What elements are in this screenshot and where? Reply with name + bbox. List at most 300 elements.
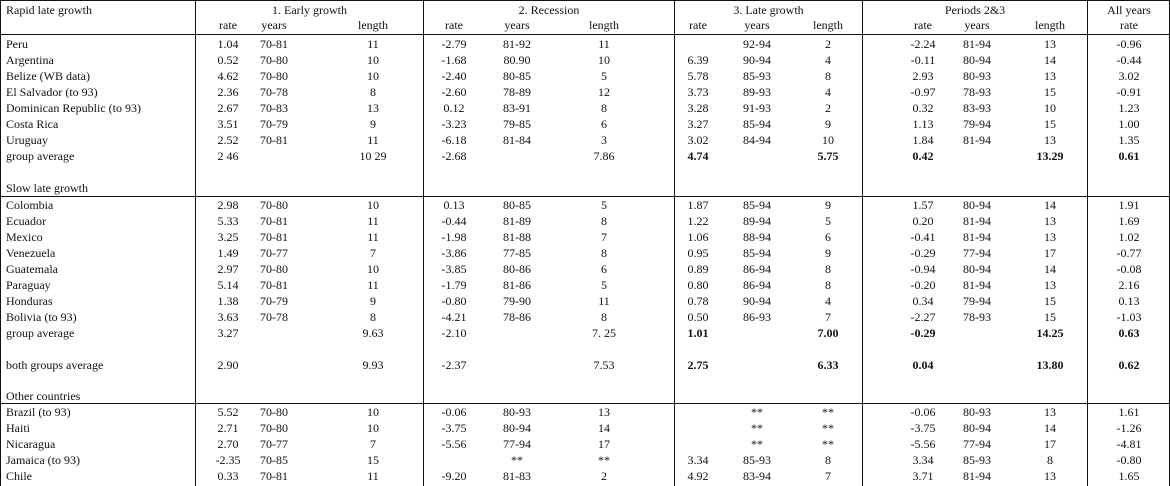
cell-early-rate: 2.97 <box>217 262 239 276</box>
cell-p23-rate: -0.94 <box>910 262 936 276</box>
cell-early-length: 10 <box>367 262 379 276</box>
cell-p23-rate: 1.84 <box>912 133 934 147</box>
cell-all-rate: 1.61 <box>1118 405 1140 419</box>
cell-early-length: 8 <box>370 310 376 324</box>
cell-p23-years: 81-94 <box>963 278 991 292</box>
cell-early-years: 70-77 <box>260 437 288 451</box>
cell-early-years: 70-80 <box>260 405 288 419</box>
cell-recession-rate: -2.10 <box>441 326 467 340</box>
cell-late-rate: 0.78 <box>687 294 709 308</box>
country-name: Nicaragua <box>6 437 56 451</box>
cell-p23-length: 15 <box>1044 310 1056 324</box>
cell-recession-years: 81-88 <box>503 230 531 244</box>
cell-late-rate: 6.39 <box>687 53 709 67</box>
country-name: Ecuador <box>6 214 46 228</box>
cell-late-years: 88-94 <box>743 230 771 244</box>
cell-p23-years: 78-93 <box>963 310 991 324</box>
cell-late-length: 4 <box>825 294 831 308</box>
cell-early-rate: 1.38 <box>217 294 239 308</box>
cell-early-rate: 2.70 <box>217 437 239 451</box>
cell-p23-length: 14 <box>1044 198 1056 212</box>
cell-all-rate: 1.00 <box>1118 117 1140 131</box>
cell-early-length: 11 <box>367 278 379 292</box>
cell-late-length: 7.00 <box>817 326 839 340</box>
cell-late-length: 7 <box>825 469 831 483</box>
vertical-rule <box>674 0 675 486</box>
cell-recession-length: 8 <box>601 101 607 115</box>
country-name: Brazil (to 93) <box>6 405 71 419</box>
cell-recession-length: 13 <box>598 405 610 419</box>
cell-all-rate: 0.61 <box>1118 149 1140 163</box>
cell-late-years: 89-94 <box>743 214 771 228</box>
cell-early-rate: 3.63 <box>217 310 239 324</box>
cell-p23-length: 14 <box>1044 53 1056 67</box>
cell-p23-rate: -3.75 <box>910 421 936 435</box>
cell-p23-years: 78-93 <box>963 85 991 99</box>
country-name: Peru <box>6 37 28 51</box>
cell-late-length: ** <box>822 421 834 435</box>
cell-late-years: 90-94 <box>743 53 771 67</box>
cell-p23-length: 13 <box>1044 133 1056 147</box>
cell-late-length: ** <box>822 437 834 451</box>
subheader-late-rate: rate <box>689 18 707 32</box>
cell-recession-length: ** <box>598 453 610 467</box>
cell-late-years: 85-94 <box>743 198 771 212</box>
cell-recession-rate: -1.68 <box>441 53 467 67</box>
cell-recession-length: 5 <box>601 198 607 212</box>
cell-all-rate: -0.91 <box>1116 85 1142 99</box>
cell-p23-rate: 3.34 <box>912 453 934 467</box>
country-name: Costa Rica <box>6 117 59 131</box>
cell-late-years: 86-93 <box>743 310 771 324</box>
cell-early-years: 70-81 <box>260 469 288 483</box>
cell-recession-rate: -2.68 <box>441 149 467 163</box>
cell-p23-length: 8 <box>1047 453 1053 467</box>
cell-late-rate: 3.27 <box>687 117 709 131</box>
cell-early-rate: 2 46 <box>217 149 239 163</box>
cell-early-years: 70-80 <box>260 69 288 83</box>
cell-recession-years: 81-89 <box>503 214 531 228</box>
cell-late-length: 2 <box>825 101 831 115</box>
cell-late-rate: 3.02 <box>687 133 709 147</box>
cell-late-length: 9 <box>825 117 831 131</box>
cell-early-rate: 2.90 <box>217 358 239 372</box>
subheader-p23-length: length <box>1035 18 1065 32</box>
cell-late-years: 84-94 <box>743 133 771 147</box>
cell-recession-length: 17 <box>598 437 610 451</box>
horizontal-rule <box>0 196 1170 197</box>
cell-recession-years: 81-92 <box>503 37 531 51</box>
cell-early-years: 70-81 <box>260 37 288 51</box>
cell-recession-years: 80-93 <box>503 405 531 419</box>
header-all-years: All years <box>1107 3 1151 17</box>
cell-all-rate: -1.26 <box>1116 421 1142 435</box>
cell-early-years: 70-81 <box>260 278 288 292</box>
cell-early-years: 70-79 <box>260 294 288 308</box>
cell-recession-rate: -3.23 <box>441 117 467 131</box>
cell-p23-years: 80-94 <box>963 262 991 276</box>
cell-late-rate: 2.75 <box>687 358 709 372</box>
cell-late-rate: 3.34 <box>687 453 709 467</box>
cell-all-rate: -0.77 <box>1116 246 1142 260</box>
header-recession: 2. Recession <box>518 3 580 17</box>
cell-recession-years: 78-86 <box>503 310 531 324</box>
cell-early-length: 11 <box>367 230 379 244</box>
cell-p23-years: 83-93 <box>963 101 991 115</box>
cell-p23-years: 81-94 <box>963 214 991 228</box>
country-name: Bolivia (to 93) <box>6 310 77 324</box>
cell-p23-rate: 1.57 <box>912 198 934 212</box>
cell-late-years: 90-94 <box>743 294 771 308</box>
cell-p23-length: 14.25 <box>1036 326 1064 340</box>
cell-p23-years: 81-94 <box>963 133 991 147</box>
cell-all-rate: -0.96 <box>1116 37 1142 51</box>
cell-all-rate: 1.23 <box>1118 101 1140 115</box>
cell-all-rate: 1.69 <box>1118 214 1140 228</box>
cell-recession-years: 80.90 <box>503 53 531 67</box>
country-name: Haiti <box>6 421 30 435</box>
cell-early-rate: 2.36 <box>217 85 239 99</box>
cell-p23-rate: -0.29 <box>910 246 936 260</box>
cell-late-years: ** <box>751 421 763 435</box>
cell-recession-length: 5 <box>601 69 607 83</box>
cell-late-years: 92-94 <box>743 37 771 51</box>
cell-all-rate: 1.35 <box>1118 133 1140 147</box>
cell-early-years: 70-78 <box>260 85 288 99</box>
cell-late-length: ** <box>822 405 834 419</box>
cell-early-length: 10 <box>367 53 379 67</box>
cell-recession-length: 8 <box>601 246 607 260</box>
cell-late-length: 6.33 <box>817 358 839 372</box>
cell-p23-rate: -0.97 <box>910 85 936 99</box>
country-name: El Salvador (to 93) <box>6 85 98 99</box>
cell-early-length: 11 <box>367 214 379 228</box>
cell-p23-length: 13 <box>1044 230 1056 244</box>
cell-p23-years: 80-93 <box>963 405 991 419</box>
cell-recession-length: 14 <box>598 421 610 435</box>
cell-early-years: 70-83 <box>260 101 288 115</box>
cell-recession-years: 80-85 <box>503 69 531 83</box>
cell-early-years: 70-81 <box>260 214 288 228</box>
cell-late-length: 4 <box>825 53 831 67</box>
country-name: Dominican Republic (to 93) <box>6 101 141 115</box>
cell-early-length: 10 <box>367 405 379 419</box>
vertical-rule <box>1087 0 1088 486</box>
cell-recession-rate: -3.86 <box>441 246 467 260</box>
cell-p23-years: 80-94 <box>963 421 991 435</box>
cell-early-length: 8 <box>370 85 376 99</box>
cell-all-rate: 1.65 <box>1118 469 1140 483</box>
cell-early-length: 13 <box>367 101 379 115</box>
cell-p23-rate: 0.42 <box>912 149 934 163</box>
cell-p23-rate: -2.24 <box>910 37 936 51</box>
cell-p23-length: 13 <box>1044 469 1056 483</box>
subheader-late-length: length <box>813 18 843 32</box>
cell-late-length: 8 <box>825 69 831 83</box>
cell-p23-rate: 0.32 <box>912 101 934 115</box>
cell-p23-rate: 0.20 <box>912 214 934 228</box>
cell-all-rate: 1.02 <box>1118 230 1140 244</box>
cell-recession-rate: -2.40 <box>441 69 467 83</box>
cell-recession-years: 78-89 <box>503 85 531 99</box>
cell-p23-years: 79-94 <box>963 294 991 308</box>
cell-late-years: 85-93 <box>743 69 771 83</box>
cell-recession-length: 10 <box>598 53 610 67</box>
cell-recession-years: 81-86 <box>503 278 531 292</box>
cell-recession-length: 7. 25 <box>592 326 616 340</box>
cell-recession-rate: -1.98 <box>441 230 467 244</box>
cell-late-rate: 0.95 <box>687 246 709 260</box>
subheader-p23-years: years <box>964 18 990 32</box>
cell-p23-years: 77-94 <box>963 437 991 451</box>
cell-recession-years: 80-86 <box>503 262 531 276</box>
cell-early-rate: 2.52 <box>217 133 239 147</box>
cell-early-length: 15 <box>367 453 379 467</box>
cell-recession-length: 6 <box>601 117 607 131</box>
cell-all-rate: 0.62 <box>1118 358 1140 372</box>
cell-p23-length: 17 <box>1044 437 1056 451</box>
cell-early-length: 7 <box>370 437 376 451</box>
cell-late-length: 4 <box>825 85 831 99</box>
cell-early-rate: 5.52 <box>217 405 239 419</box>
cell-p23-rate: -5.56 <box>910 437 936 451</box>
header-periods-2-3: Periods 2&3 <box>944 3 1006 17</box>
horizontal-rule <box>0 0 1170 1</box>
cell-late-rate: 0.89 <box>687 262 709 276</box>
country-name: Venezuela <box>6 246 56 260</box>
cell-recession-length: 2 <box>601 469 607 483</box>
cell-recession-years: 80-94 <box>503 421 531 435</box>
cell-early-years: 70-80 <box>260 262 288 276</box>
cell-recession-years: 79-85 <box>503 117 531 131</box>
country-name: Uruguay <box>6 133 48 147</box>
section-title-rapid: Rapid late growth <box>6 3 92 17</box>
cell-early-rate: 3.27 <box>217 326 239 340</box>
cell-all-rate: -1.03 <box>1116 310 1142 324</box>
country-name: Paraguay <box>6 278 51 292</box>
cell-p23-rate: 3.71 <box>912 469 934 483</box>
cell-recession-length: 11 <box>598 37 610 51</box>
cell-early-years: 70-85 <box>260 453 288 467</box>
cell-late-length: 5.75 <box>817 149 839 163</box>
cell-p23-years: 81-94 <box>963 230 991 244</box>
cell-recession-length: 7 <box>601 230 607 244</box>
cell-late-length: 6 <box>825 230 831 244</box>
cell-late-years: ** <box>751 405 763 419</box>
cell-recession-length: 11 <box>598 294 610 308</box>
cell-recession-length: 3 <box>601 133 607 147</box>
cell-late-length: 5 <box>825 214 831 228</box>
cell-recession-rate: -0.06 <box>441 405 467 419</box>
vertical-rule <box>423 0 424 486</box>
cell-p23-years: 80-94 <box>963 198 991 212</box>
cell-p23-rate: 0.34 <box>912 294 934 308</box>
cell-early-rate: 0.52 <box>217 53 239 67</box>
country-name: Honduras <box>6 294 53 308</box>
cell-early-years: 70-80 <box>260 198 288 212</box>
cell-early-rate: 3.25 <box>217 230 239 244</box>
cell-recession-length: 8 <box>601 310 607 324</box>
cell-p23-years: 85-93 <box>963 453 991 467</box>
cell-recession-length: 5 <box>601 278 607 292</box>
subheader-recession-length: length <box>589 18 619 32</box>
cell-late-length: 8 <box>825 453 831 467</box>
cell-early-length: 9.93 <box>362 358 384 372</box>
cell-p23-rate: -0.20 <box>910 278 936 292</box>
cell-recession-rate: -5.56 <box>441 437 467 451</box>
cell-p23-years: 80-93 <box>963 69 991 83</box>
cell-recession-rate: -4.21 <box>441 310 467 324</box>
subheader-early-length: length <box>358 18 388 32</box>
header-early-growth: 1. Early growth <box>272 3 347 17</box>
cell-early-rate: 1.04 <box>217 37 239 51</box>
cell-late-rate: 4.92 <box>687 469 709 483</box>
header-late-growth: 3. Late growth <box>733 3 804 17</box>
country-name: Colombia <box>6 198 54 212</box>
cell-p23-length: 15 <box>1044 117 1056 131</box>
cell-p23-years: 81-94 <box>963 469 991 483</box>
cell-all-rate: 1.91 <box>1118 198 1140 212</box>
cell-late-rate: 1.22 <box>687 214 709 228</box>
section-title-slow: Slow late growth <box>6 181 88 195</box>
cell-recession-rate: -2.79 <box>441 37 467 51</box>
cell-early-length: 10 <box>367 69 379 83</box>
cell-early-length: 11 <box>367 133 379 147</box>
cell-early-rate: 5.14 <box>217 278 239 292</box>
cell-late-years: 89-93 <box>743 85 771 99</box>
cell-p23-rate: 2.93 <box>912 69 934 83</box>
cell-recession-years: 80-85 <box>503 198 531 212</box>
cell-early-rate: 3.51 <box>217 117 239 131</box>
cell-recession-rate: -6.18 <box>441 133 467 147</box>
cell-late-rate: 1.06 <box>687 230 709 244</box>
cell-early-years: 70-77 <box>260 246 288 260</box>
cell-p23-length: 13 <box>1044 37 1056 51</box>
cell-early-length: 11 <box>367 469 379 483</box>
cell-all-rate: -0.80 <box>1116 453 1142 467</box>
subheader-recession-rate: rate <box>445 18 463 32</box>
cell-early-rate: 2.71 <box>217 421 239 435</box>
cell-recession-years: 77-85 <box>503 246 531 260</box>
cell-p23-rate: -0.11 <box>910 53 936 67</box>
cell-late-years: 91-93 <box>743 101 771 115</box>
cell-late-length: 9 <box>825 198 831 212</box>
cell-early-length: 10 <box>367 198 379 212</box>
cell-late-rate: 5.78 <box>687 69 709 83</box>
section-title-other: Other countries <box>6 389 81 403</box>
cell-p23-length: 13.80 <box>1036 358 1064 372</box>
cell-late-length: 7 <box>825 310 831 324</box>
country-name: Belize (WB data) <box>6 69 90 83</box>
cell-all-rate: 2.16 <box>1118 278 1140 292</box>
cell-early-length: 11 <box>367 37 379 51</box>
cell-early-length: 9.63 <box>362 326 384 340</box>
both-groups-average-label: both groups average <box>6 358 104 372</box>
cell-recession-rate: -1.79 <box>441 278 467 292</box>
vertical-rule <box>0 0 1 486</box>
cell-recession-years: 79-90 <box>503 294 531 308</box>
subheader-late-years: years <box>744 18 770 32</box>
cell-p23-rate: -0.06 <box>910 405 936 419</box>
cell-all-rate: -4.81 <box>1116 437 1142 451</box>
cell-early-years: 70-80 <box>260 53 288 67</box>
cell-late-years: 86-94 <box>743 262 771 276</box>
cell-recession-rate: -2.60 <box>441 85 467 99</box>
cell-p23-rate: 1.13 <box>912 117 934 131</box>
cell-recession-years: 77-94 <box>503 437 531 451</box>
cell-late-years: 83-94 <box>743 469 771 483</box>
cell-all-rate: 0.63 <box>1118 326 1140 340</box>
cell-early-rate: -2.35 <box>215 453 241 467</box>
cell-late-rate: 4.74 <box>687 149 709 163</box>
cell-recession-years: 81-84 <box>503 133 531 147</box>
cell-p23-rate: -0.41 <box>910 230 936 244</box>
cell-p23-length: 15 <box>1044 294 1056 308</box>
country-name: Chile <box>6 469 32 483</box>
cell-early-length: 7 <box>370 246 376 260</box>
cell-late-length: 10 <box>822 133 834 147</box>
cell-p23-years: 81-94 <box>963 37 991 51</box>
cell-recession-rate: -9.20 <box>441 469 467 483</box>
cell-late-length: 8 <box>825 262 831 276</box>
subheader-recession-years: years <box>504 18 530 32</box>
cell-recession-rate: 0.12 <box>443 101 465 115</box>
cell-p23-length: 13.29 <box>1036 149 1064 163</box>
cell-early-years: 70-79 <box>260 117 288 131</box>
cell-p23-length: 10 <box>1044 101 1056 115</box>
cell-recession-rate: -3.75 <box>441 421 467 435</box>
cell-early-rate: 2.98 <box>217 198 239 212</box>
cell-early-years: 70-81 <box>260 133 288 147</box>
cell-p23-length: 13 <box>1044 214 1056 228</box>
cell-early-length: 10 <box>367 421 379 435</box>
cell-late-years: 85-94 <box>743 117 771 131</box>
cell-p23-years: 79-94 <box>963 117 991 131</box>
cell-late-rate: 1.87 <box>687 198 709 212</box>
cell-late-years: 85-93 <box>743 453 771 467</box>
country-name: Argentina <box>6 53 54 67</box>
cell-p23-length: 13 <box>1044 405 1056 419</box>
cell-recession-rate: -3.85 <box>441 262 467 276</box>
cell-early-rate: 1.49 <box>217 246 239 260</box>
vertical-rule <box>862 0 863 486</box>
horizontal-rule <box>0 403 1170 404</box>
cell-p23-rate: -2.27 <box>910 310 936 324</box>
group-average-label: group average <box>6 149 75 163</box>
cell-late-years: 86-94 <box>743 278 771 292</box>
cell-recession-rate: -0.44 <box>441 214 467 228</box>
cell-p23-length: 15 <box>1044 85 1056 99</box>
country-name: Guatemala <box>6 262 58 276</box>
cell-late-years: ** <box>751 437 763 451</box>
cell-p23-length: 14 <box>1044 262 1056 276</box>
cell-early-rate: 5.33 <box>217 214 239 228</box>
cell-recession-rate: -2.37 <box>441 358 467 372</box>
cell-early-length: 9 <box>370 117 376 131</box>
cell-recession-rate: 0.13 <box>443 198 465 212</box>
country-name: Mexico <box>6 230 43 244</box>
cell-early-rate: 4.62 <box>217 69 239 83</box>
cell-recession-rate: -0.80 <box>441 294 467 308</box>
cell-p23-years: 80-94 <box>963 53 991 67</box>
horizontal-rule <box>0 34 1170 35</box>
subheader-early-years: years <box>261 18 287 32</box>
cell-late-rate: 0.50 <box>687 310 709 324</box>
vertical-rule <box>195 0 196 486</box>
cell-early-rate: 2.67 <box>217 101 239 115</box>
cell-early-length: 10 29 <box>359 149 387 163</box>
cell-late-rate: 3.73 <box>687 85 709 99</box>
